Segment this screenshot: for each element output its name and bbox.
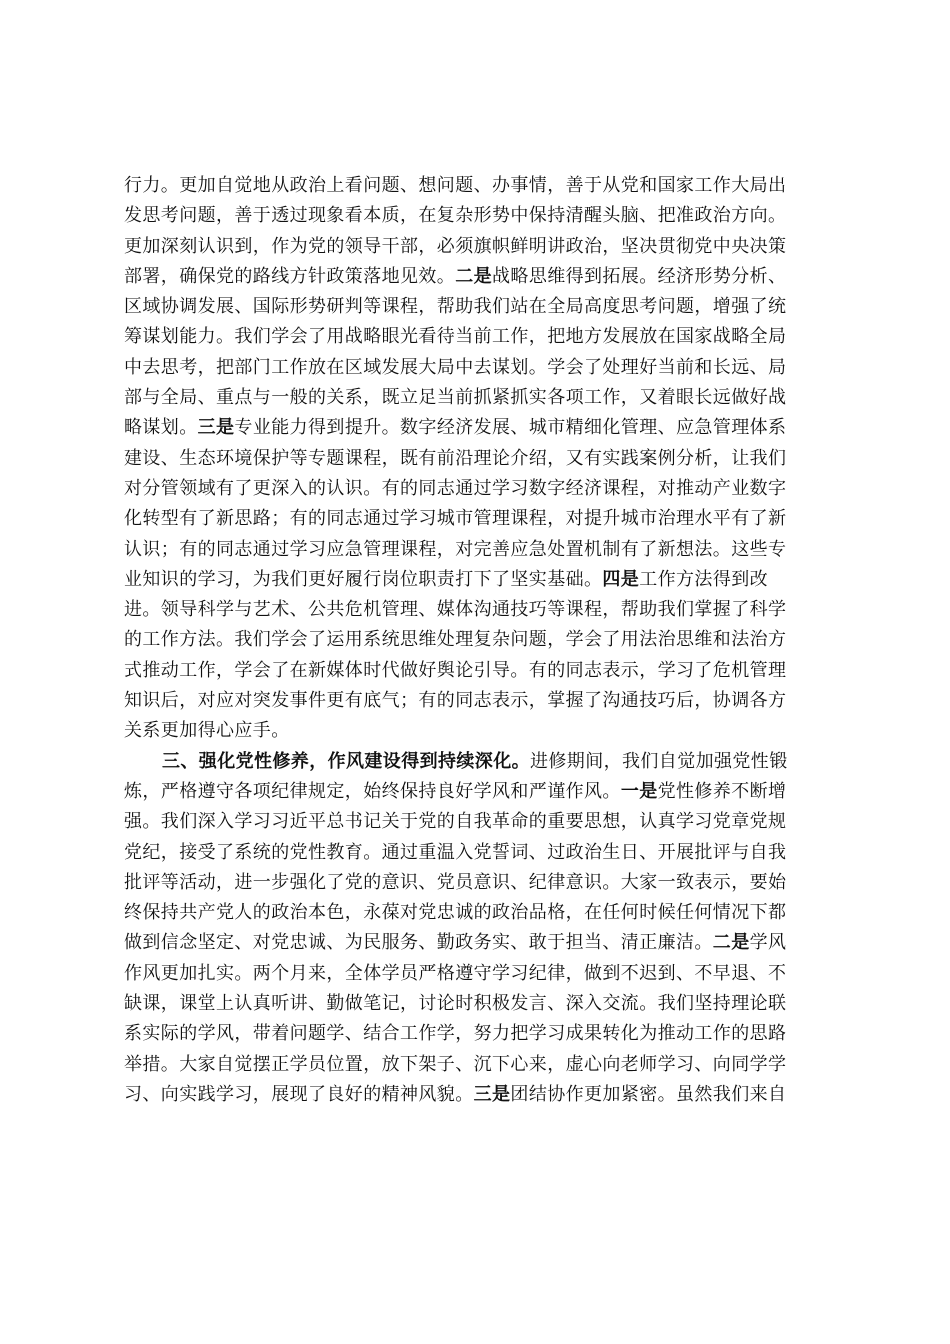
text-line [124,928,835,958]
body-text: 批评等活动，进一步强化了党的意识、党员意识、纪律意识。大家一致表示，要始 [124,871,787,893]
body-text: 系实际的学风，带着问题学、结合工作学，努力把学习成果转化为推动工作的思路 [124,1023,787,1045]
body-text: 作风更加扎实。两个月来，全体学员严格遵守学习纪律，做到不迟到、不早退、不 [124,962,787,984]
body-text: 中去思考，把部门工作放在区域发展大局中去谋划。学会了处理好当前和长远、局 [124,356,787,378]
text-line [124,1080,835,1110]
text-line [124,383,835,413]
body-text: 缺课，课堂上认真听讲、勤做笔记，讨论时积极发言、深入交流。我们坚持理论联 [124,993,787,1015]
body-text: 行力。更加自觉地从政治上看问题、想问题、办事情，善于从党和国家工作大局出 [124,175,787,196]
body-text: 建设、生态环境保护等专题课程，既有前沿理论介绍，又有实践案例分析，让我们 [124,447,787,469]
body-text: 发思考问题，善于透过现象看本质，在复杂形势中保持清醒头脑、把准政治方向。 [124,205,787,227]
text-line [124,353,835,383]
bold-text: 三是 [473,1083,511,1105]
body-text: 式推动工作，学会了在新媒体时代做好舆论引导。有的同志表示，学习了危机管理 [124,659,787,681]
text-line [124,413,835,443]
body-text: 战略思维得到拓展。经济形势分析、 [492,265,787,287]
document-page [124,171,835,1110]
text-line [124,625,835,655]
bold-text: 一是 [620,780,658,802]
text-line [124,777,835,807]
bold-text: 二是 [712,932,750,954]
bold-text: 四是 [602,568,640,590]
text-line [124,868,835,898]
body-text: 知识后，对应对突发事件更有底气；有的同志表示，掌握了沟通技巧后，协调各方 [124,690,787,712]
text-line [124,838,835,868]
text-line [124,171,835,201]
body-text: 专业能力得到提升。数字经济发展、城市精细化管理、应急管理体系 [234,417,787,439]
text-line [124,807,835,837]
bold-text: 三是 [197,417,235,439]
body-text: 进修期间，我们自觉加强党性锻 [530,750,788,772]
body-text: 终保持共产党人的政治本色，永葆对党忠诚的政治品格，在任何时候任何情况下都 [124,902,787,924]
body-text: 党纪，接受了系统的党性教育。通过重温入党誓词、过政治生日、开展批评与自我 [124,841,787,863]
body-text: 团结协作更加紧密。虽然我们来自 [510,1083,787,1105]
text-line [124,322,835,352]
body-text: 进。领导科学与艺术、公共危机管理、媒体沟通技巧等课程，帮助我们掌握了科学 [124,599,787,621]
body-text: 略谋划。 [124,417,198,439]
body-text: 筹谋划能力。我们学会了用战略眼光看待当前工作，把地方发展放在国家战略全局 [124,326,787,348]
body-text: 强。我们深入学习习近平总书记关于党的自我革命的重要思想，认真学习党章党规 [124,811,787,833]
body-text: 炼，严格遵守各项纪律规定，始终保持良好学风和严谨作风。 [124,780,621,802]
text-line [124,747,835,777]
text-line [124,686,835,716]
body-text: 对分管领域有了更深入的认识。有的同志通过学习数字经济课程，对推动产业数字 [124,477,787,499]
body-text: 区域协调发展、国际形势研判等课程，帮助我们站在全局高度思考问题，增强了统 [124,296,787,318]
text-line [124,898,835,928]
body-text: 部与全局、重点与一般的关系，既立足当前抓紧抓实各项工作，又着眼长远做好战 [124,387,787,409]
body-text: 业知识的学习，为我们更好履行岗位职责打下了坚实基础。 [124,568,603,590]
body-text: 党性修养不断增 [657,780,787,802]
text-line [124,565,835,595]
text-line [124,595,835,625]
text-line [124,989,835,1019]
body-text: 的工作方法。我们学会了运用系统思维处理复杂问题，学会了用法治思维和法治方 [124,629,787,651]
text-line [124,262,835,292]
bold-text: 二是 [455,265,493,287]
text-line [124,959,835,989]
body-text: 习、向实践学习，展现了良好的精神风貌。 [124,1083,474,1105]
text-line [124,716,835,746]
body-text: 举措。大家自觉摆正学员位置，放下架子、沉下心来，虚心向老师学习、向同学学 [124,1053,787,1075]
text-line [124,232,835,262]
text-line [124,444,835,474]
text-line [124,201,835,231]
text-line [124,535,835,565]
text-line [124,1019,835,1049]
body-text: 学风 [749,932,787,954]
text-line [124,656,835,686]
body-text: 部署，确保党的路线方针政策落地见效。 [124,265,456,287]
body-text: 化转型有了新思路；有的同志通过学习城市管理课程，对提升城市治理水平有了新 [124,508,787,530]
text-line [124,1050,835,1080]
text-line [124,474,835,504]
body-text: 更加深刻认识到，作为党的领导干部，必须旗帜鲜明讲政治，坚决贯彻党中央决策 [124,235,787,257]
body-text: 工作方法得到改 [639,568,769,590]
bold-text: 三、强化党性修养，作风建设得到持续深化。 [162,750,530,772]
body-text: 关系更加得心应手。 [124,720,290,742]
body-text: 做到信念坚定、对党忠诚、为民服务、勤政务实、敢于担当、清正廉洁。 [124,932,713,954]
body-text: 认识；有的同志通过学习应急管理课程，对完善应急处置机制有了新想法。这些专 [124,538,787,560]
text-line [124,504,835,534]
text-line [124,292,835,322]
